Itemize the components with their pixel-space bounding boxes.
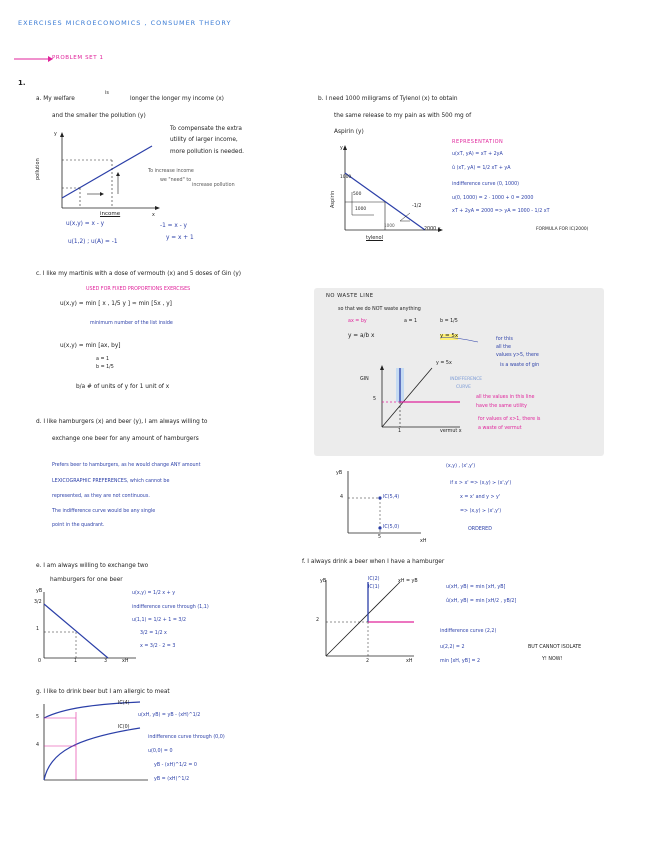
c-red3: for values of x>1, there is	[478, 417, 541, 422]
c-ic1: INDIFFERENCE	[450, 377, 483, 382]
e-three: 3	[104, 659, 108, 664]
d-graph	[336, 468, 426, 538]
b-ylabel: Aspirin	[330, 190, 336, 208]
b-xlabel: tylenol	[366, 235, 384, 241]
d-p2: LEXICOGRAPHIC PREFERENCES, which cannot be	[52, 479, 170, 484]
c-five: 5	[373, 397, 377, 402]
f-diag: xH = yB	[398, 579, 418, 584]
d-p5: point in the quadrant.	[52, 523, 105, 528]
c-red1: all the values in this line	[476, 395, 535, 400]
a-x-tick: x	[152, 213, 155, 218]
d-line2: exchange one beer for any amount of hamburgers	[52, 436, 199, 442]
a-increase3: increase pollution	[192, 183, 235, 188]
b-rep5: xT + 2yA = 2000 => yA = 1000 - 1/2 xT	[452, 209, 550, 214]
e-u: u(x,y) = 1/2 x + y	[132, 591, 176, 596]
b-x2000: 2000 x	[424, 227, 441, 232]
a-xlabel: income	[100, 211, 121, 217]
g-five: 5	[36, 715, 40, 720]
a-y-tick: y	[54, 132, 57, 137]
b-formula: FORMULA FOR IC(2000)	[536, 227, 589, 232]
c-min-note: minimum number of the list inside	[90, 321, 173, 326]
b-line1: b. I need 1000 miligrams of Tylenol (x) to obtain	[318, 96, 458, 102]
g-ic0: IC(0)	[118, 725, 130, 730]
a-note2: utility of larger income,	[170, 137, 238, 143]
e-s2: x = 3/2 · 2 = 3	[140, 644, 176, 649]
d-r0: (x,y) , (x',y')	[446, 464, 476, 469]
d-p1: Prefers beer to hamburgers, as he would change ANY amount	[52, 463, 201, 468]
g-ic4: IC(4)	[118, 701, 130, 706]
c-y5x-label: y = 5x	[436, 361, 452, 366]
c-b: b = 1/5	[96, 365, 114, 370]
b-line2: the same release to my pain as with 500 mg of	[334, 113, 472, 119]
a-line1-right: longer the longer my income (x)	[130, 96, 224, 102]
e-yb: yB	[36, 589, 43, 594]
c-gin: GIN	[360, 377, 369, 382]
f-ic: indifference curve (2,2)	[440, 629, 497, 634]
c-u-min: u(x,y) = min [ x , 1/5 y ] ≈ min [5x , y]	[60, 301, 172, 307]
b-y1000: 1000	[340, 175, 352, 180]
c-y-ba: y = a/b x	[348, 333, 375, 339]
e-line2: hamburgers for one beer	[50, 577, 123, 583]
page-title: EXERCISES MICROECONOMICS , CONSUMER THEORY	[18, 19, 232, 27]
d-p4: The indifference curve would be any single	[52, 509, 156, 514]
c-a1: a = 1	[404, 319, 418, 324]
g-four: 4	[36, 743, 40, 748]
a-note1: To compensate the extra	[170, 126, 242, 132]
e-s1: 3/2 = 1/2 x	[140, 631, 167, 636]
e-line1: e. I am always willing to exchange two	[36, 563, 149, 569]
d-r2: x = x' and y > y'	[460, 495, 501, 500]
c-for2: all the	[496, 345, 512, 350]
b-rep4: u(0, 1000) = 2 · 1000 + 0 = 2000	[452, 196, 534, 201]
c-one: 1	[398, 429, 402, 434]
f-yb: yB	[320, 579, 327, 584]
c-for1: for this	[496, 337, 513, 342]
d-five: 5	[378, 535, 382, 540]
d-xh: xH	[420, 539, 427, 544]
b-rep3: indifference curve (0, 1000)	[452, 182, 519, 187]
f-min: min [xH, yB] = 2	[440, 659, 481, 664]
b-y-letter: y	[340, 146, 343, 151]
c-b15: b = 1/5	[440, 319, 458, 324]
a-line2: and the smaller the pollution (y)	[52, 113, 146, 119]
e-graph	[36, 590, 146, 670]
a-line1-left: a. My welfare	[36, 96, 75, 102]
e-one-x: 1	[74, 659, 78, 664]
a-u-eq: u(x,y) = x - y	[66, 221, 105, 227]
a-note3: more pollution is needed.	[170, 149, 244, 155]
c-line: c. I like my martinis with a dose of vermouth (x) and 5 doses of Gin (y)	[36, 271, 242, 277]
e-u11: u(1,1) = 1/2 + 1 = 3/2	[132, 618, 187, 623]
f-u22: u(2,2) = 2	[440, 645, 465, 650]
a-ylabel: pollution	[35, 158, 41, 180]
d-r3: => (x,y) ≻ (x',y')	[460, 509, 502, 514]
f-line: f. I always drink a beer when I have a hamburger	[302, 559, 445, 565]
c-ax-by: ax = by	[348, 319, 367, 324]
arrow-icon	[14, 55, 54, 63]
f-u1: u(xH, yB) = min [xH, yB]	[446, 585, 506, 590]
c-fixed: USED FOR FIXED PROPORTIONS EXERCISES	[86, 287, 191, 292]
c-ba-note: b/a # of units of y for 1 unit of x	[76, 384, 170, 390]
d-ic1: IC(5,4)	[383, 495, 400, 500]
d-four: 4	[340, 495, 344, 500]
f-two-y: 2	[316, 618, 320, 623]
d-yb: yB	[336, 471, 343, 476]
c-for4: is a waste of gin	[500, 363, 540, 368]
b-rep1: u(xT, yA) = xT + 2yA	[452, 152, 503, 157]
f-xh: xH	[406, 659, 413, 664]
b-slope: -1/2	[412, 204, 422, 209]
a-line1-is: is	[105, 91, 109, 96]
b-y500: 500	[353, 192, 362, 197]
a-increase2: we "need" to	[160, 178, 192, 183]
a-iso1: -1 = x - y	[160, 223, 187, 229]
e-three-half: 3/2	[34, 600, 42, 605]
c-for3: values y>5, there	[496, 353, 539, 358]
f-two-x: 2	[366, 659, 370, 664]
e-xh: xH	[122, 659, 129, 664]
c-y-5x: y = 5x	[440, 333, 459, 339]
section-number: 1.	[18, 79, 26, 87]
c-ic2: CURVE	[456, 385, 471, 390]
c-red4: a waste of vermut	[478, 426, 522, 431]
d-r1: if x > x' => (x,y) ≻ (x',y')	[450, 481, 512, 486]
b-x1000: 1000	[384, 223, 395, 228]
g-u00: u(0,0) = 0	[148, 749, 173, 754]
e-ic: indifference curve through (1,1)	[132, 605, 209, 610]
b-x1000-inner: 1000	[355, 207, 367, 212]
f-ic2: IC(1)	[368, 585, 380, 590]
g-ic: indifference curve through (0,0)	[148, 735, 225, 740]
c-u-gen: u(x,y) = min [ax, by]	[60, 343, 121, 349]
a-u-vals: u(1,2) ; u(A) = -1	[68, 239, 118, 245]
a-iso2: y = x + 1	[166, 235, 194, 241]
g-s1: yB - (xH)^1/2 = 0	[154, 763, 197, 768]
e-one-y: 1	[36, 627, 40, 632]
g-s2: yB = (xH)^1/2	[154, 777, 190, 782]
d-p3: represented, as they are not continuous.	[52, 494, 150, 499]
c-panel1: so that we do NOT waste anything	[338, 307, 421, 312]
e-zero: 0	[38, 659, 42, 664]
f-u2: û(xH, yB) = min [xH/2 , yB/2]	[446, 599, 517, 604]
b-rep-title: REPRESENTATION	[452, 139, 504, 145]
f-cannot2: Y! NOW!	[542, 657, 563, 662]
c-red2: have the same utility	[476, 404, 527, 409]
problem-set-label: PROBLEM SET 1	[52, 55, 104, 61]
g-u: u(xH, yB) = yB - (xH)^1/2	[138, 713, 201, 718]
g-line: g. I like to drink beer but I am allergic to meat	[36, 689, 170, 695]
b-rep2: û (xT, yA) = 1/2 xT + yA	[452, 166, 511, 171]
c-vermut: vermut x	[440, 429, 462, 434]
a-increase1: To increase income	[148, 169, 194, 174]
d-line1: d. I like hamburgers (x) and beer (y), I am always willing to	[36, 419, 208, 425]
f-cannot1: BUT CANNOT ISOLATE	[528, 645, 582, 650]
d-ordered: ORDERED	[468, 527, 492, 532]
d-ic2: IC(5,0)	[383, 525, 400, 530]
c-a: a = 1	[96, 357, 110, 362]
c-panel-title: NO WASTE LINE	[326, 293, 374, 299]
f-ic1: IC(2)	[368, 577, 380, 582]
b-line3: Aspirin (y)	[334, 129, 364, 135]
